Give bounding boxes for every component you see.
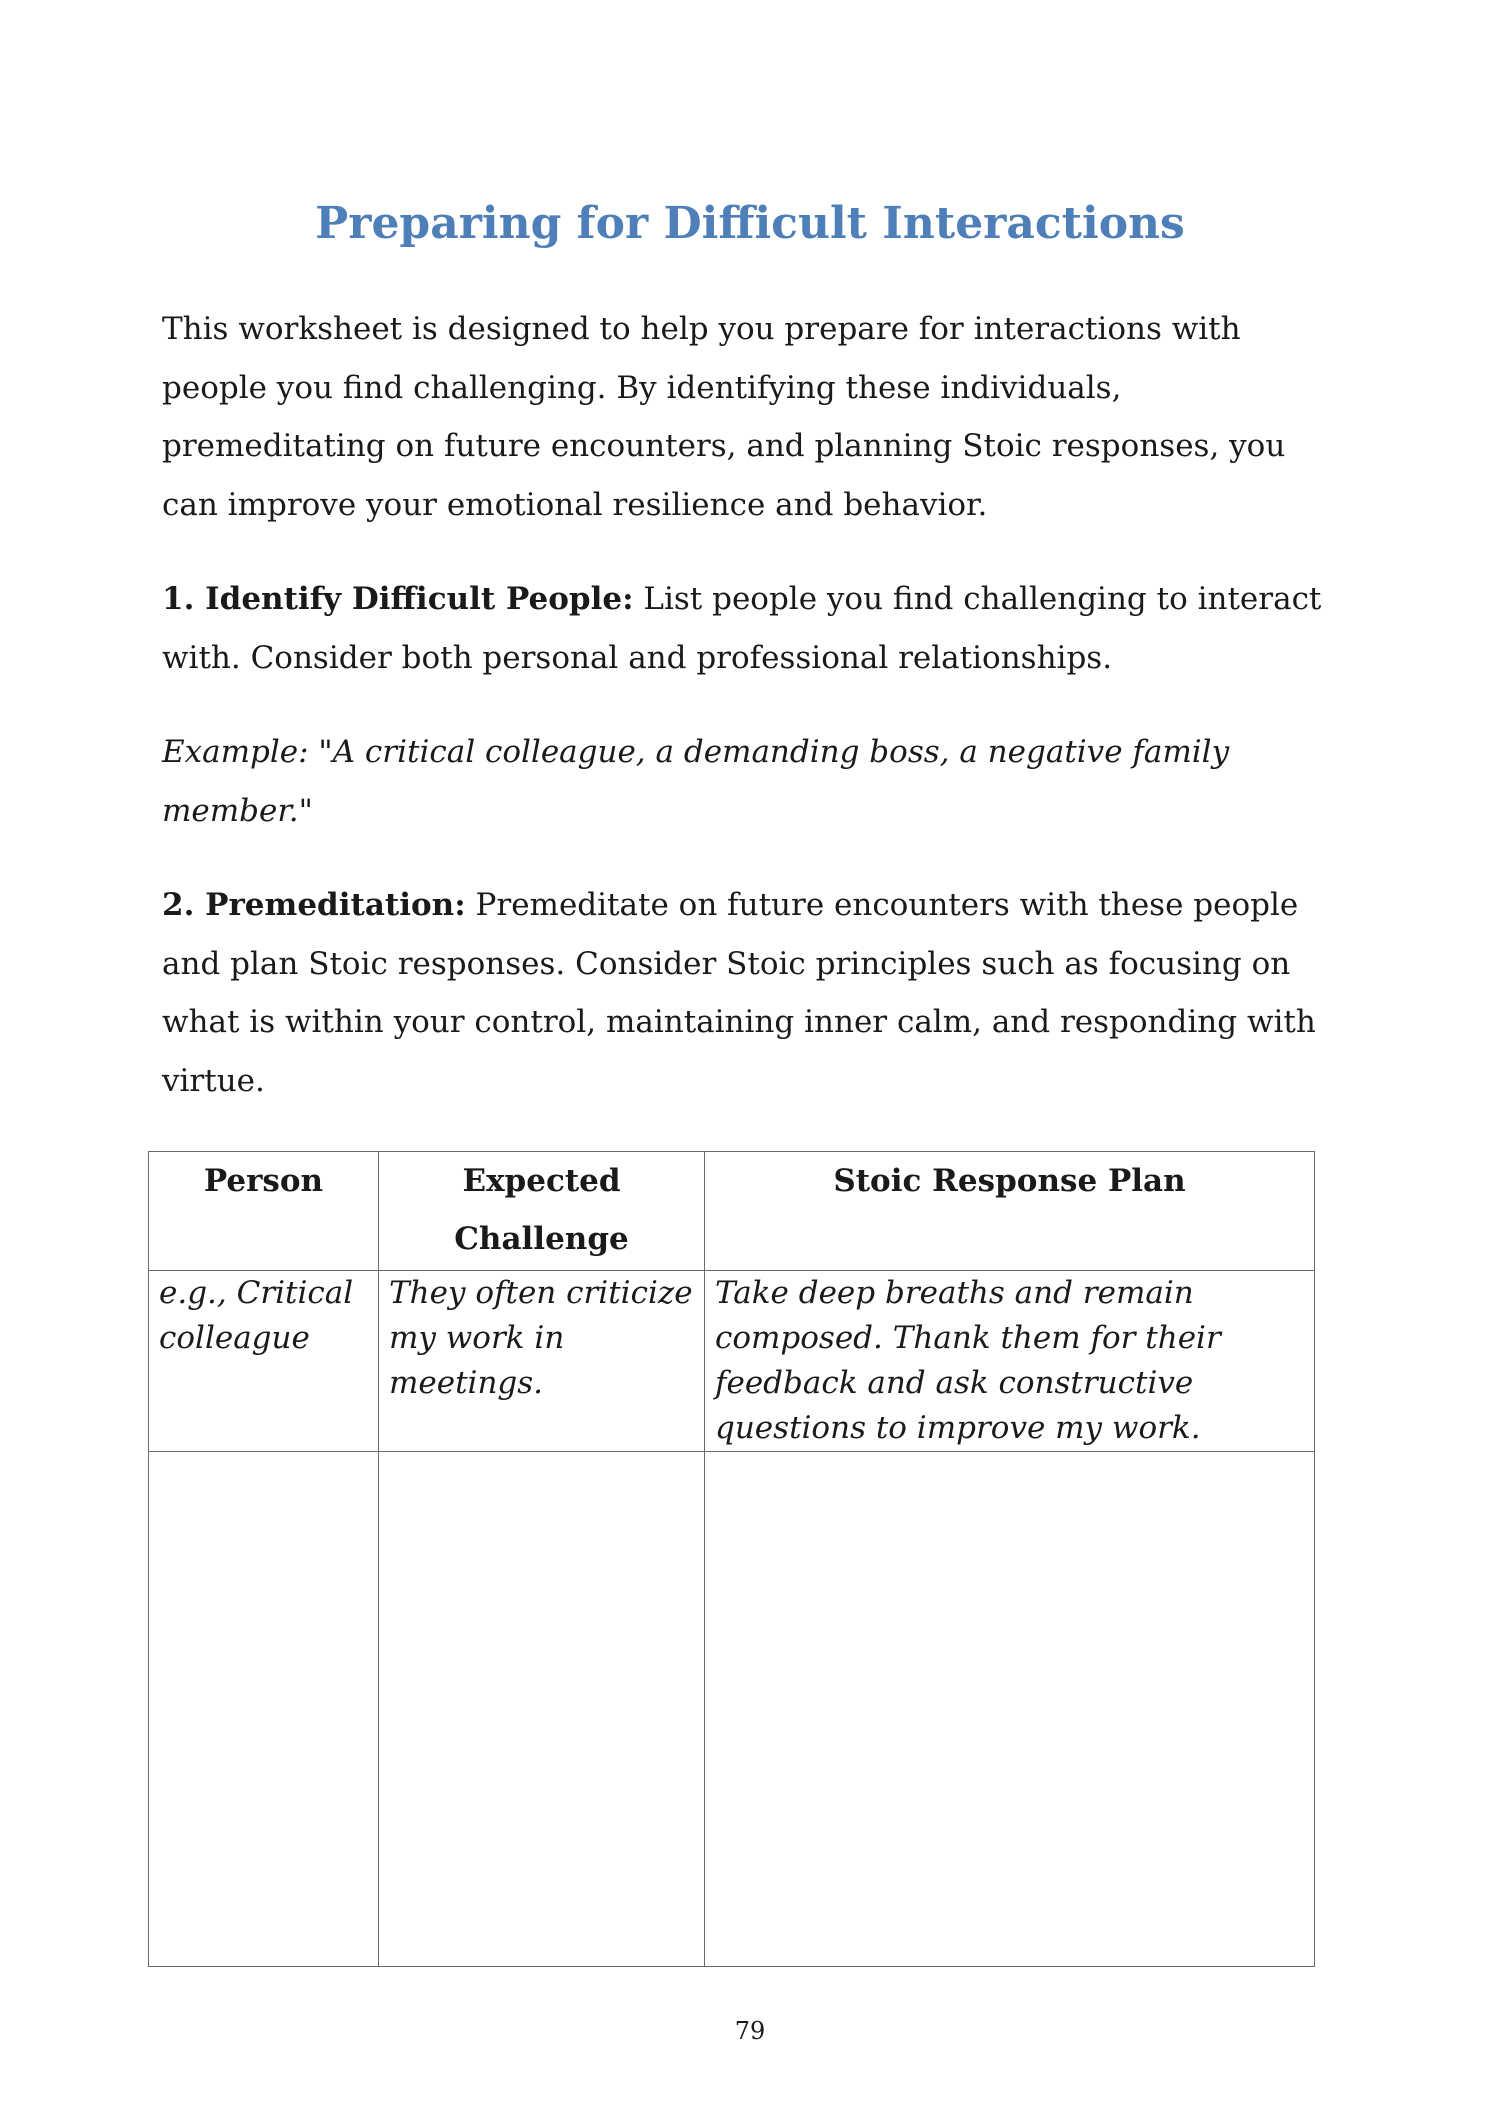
step-1-text: List people you find challenging to interact with. Consider both personal and professional relationships. — [162, 581, 1322, 676]
blank-response-cell[interactable] — [705, 1452, 1315, 1967]
page-title: Preparing for Difficult Interactions — [315, 198, 1185, 249]
step-1-heading: 1. Identify Difficult People: — [162, 581, 634, 617]
step-1-paragraph — [162, 570, 1342, 687]
header-stoic-response-plan: Stoic Response Plan — [705, 1152, 1315, 1271]
blank-challenge-cell[interactable] — [379, 1452, 705, 1967]
example-response-cell: Take deep breaths and remain composed. Thank them for their feedback and ask constructive questions to improve my work. — [705, 1271, 1315, 1452]
example-challenge-cell: They often criticize my work in meetings. — [379, 1271, 705, 1452]
table-row — [149, 1452, 1315, 1967]
intro-paragraph: This worksheet is designed to help you prepare for interactions with people you find challenging. By identifying these individuals, premeditating on future encounters, and planning Stoic responses, you can improve your emotional resilience and behavior. — [162, 311, 1286, 523]
example-person-cell: e.g., Critical colleague — [149, 1271, 379, 1452]
page-number: 79 — [734, 2017, 766, 2045]
step-2-paragraph — [162, 876, 1342, 1110]
response-plan-table — [148, 1151, 1315, 1967]
step-2-heading: 2. Premeditation: — [162, 887, 466, 923]
blank-person-cell[interactable] — [149, 1452, 379, 1967]
example-paragraph: Example: "A critical colleague, a demanding boss, a negative family member." — [162, 734, 1230, 829]
table-row — [149, 1271, 1315, 1452]
header-person: Person — [149, 1152, 379, 1271]
table-header-row — [149, 1152, 1315, 1271]
step-2-text: Premeditate on future encounters with these people and plan Stoic responses. Consider Stoic principles such as focusing on what is within your control, maintaining inner calm, and responding with virtue. — [162, 887, 1316, 1099]
header-expected-challenge: Expected Challenge — [379, 1152, 705, 1271]
